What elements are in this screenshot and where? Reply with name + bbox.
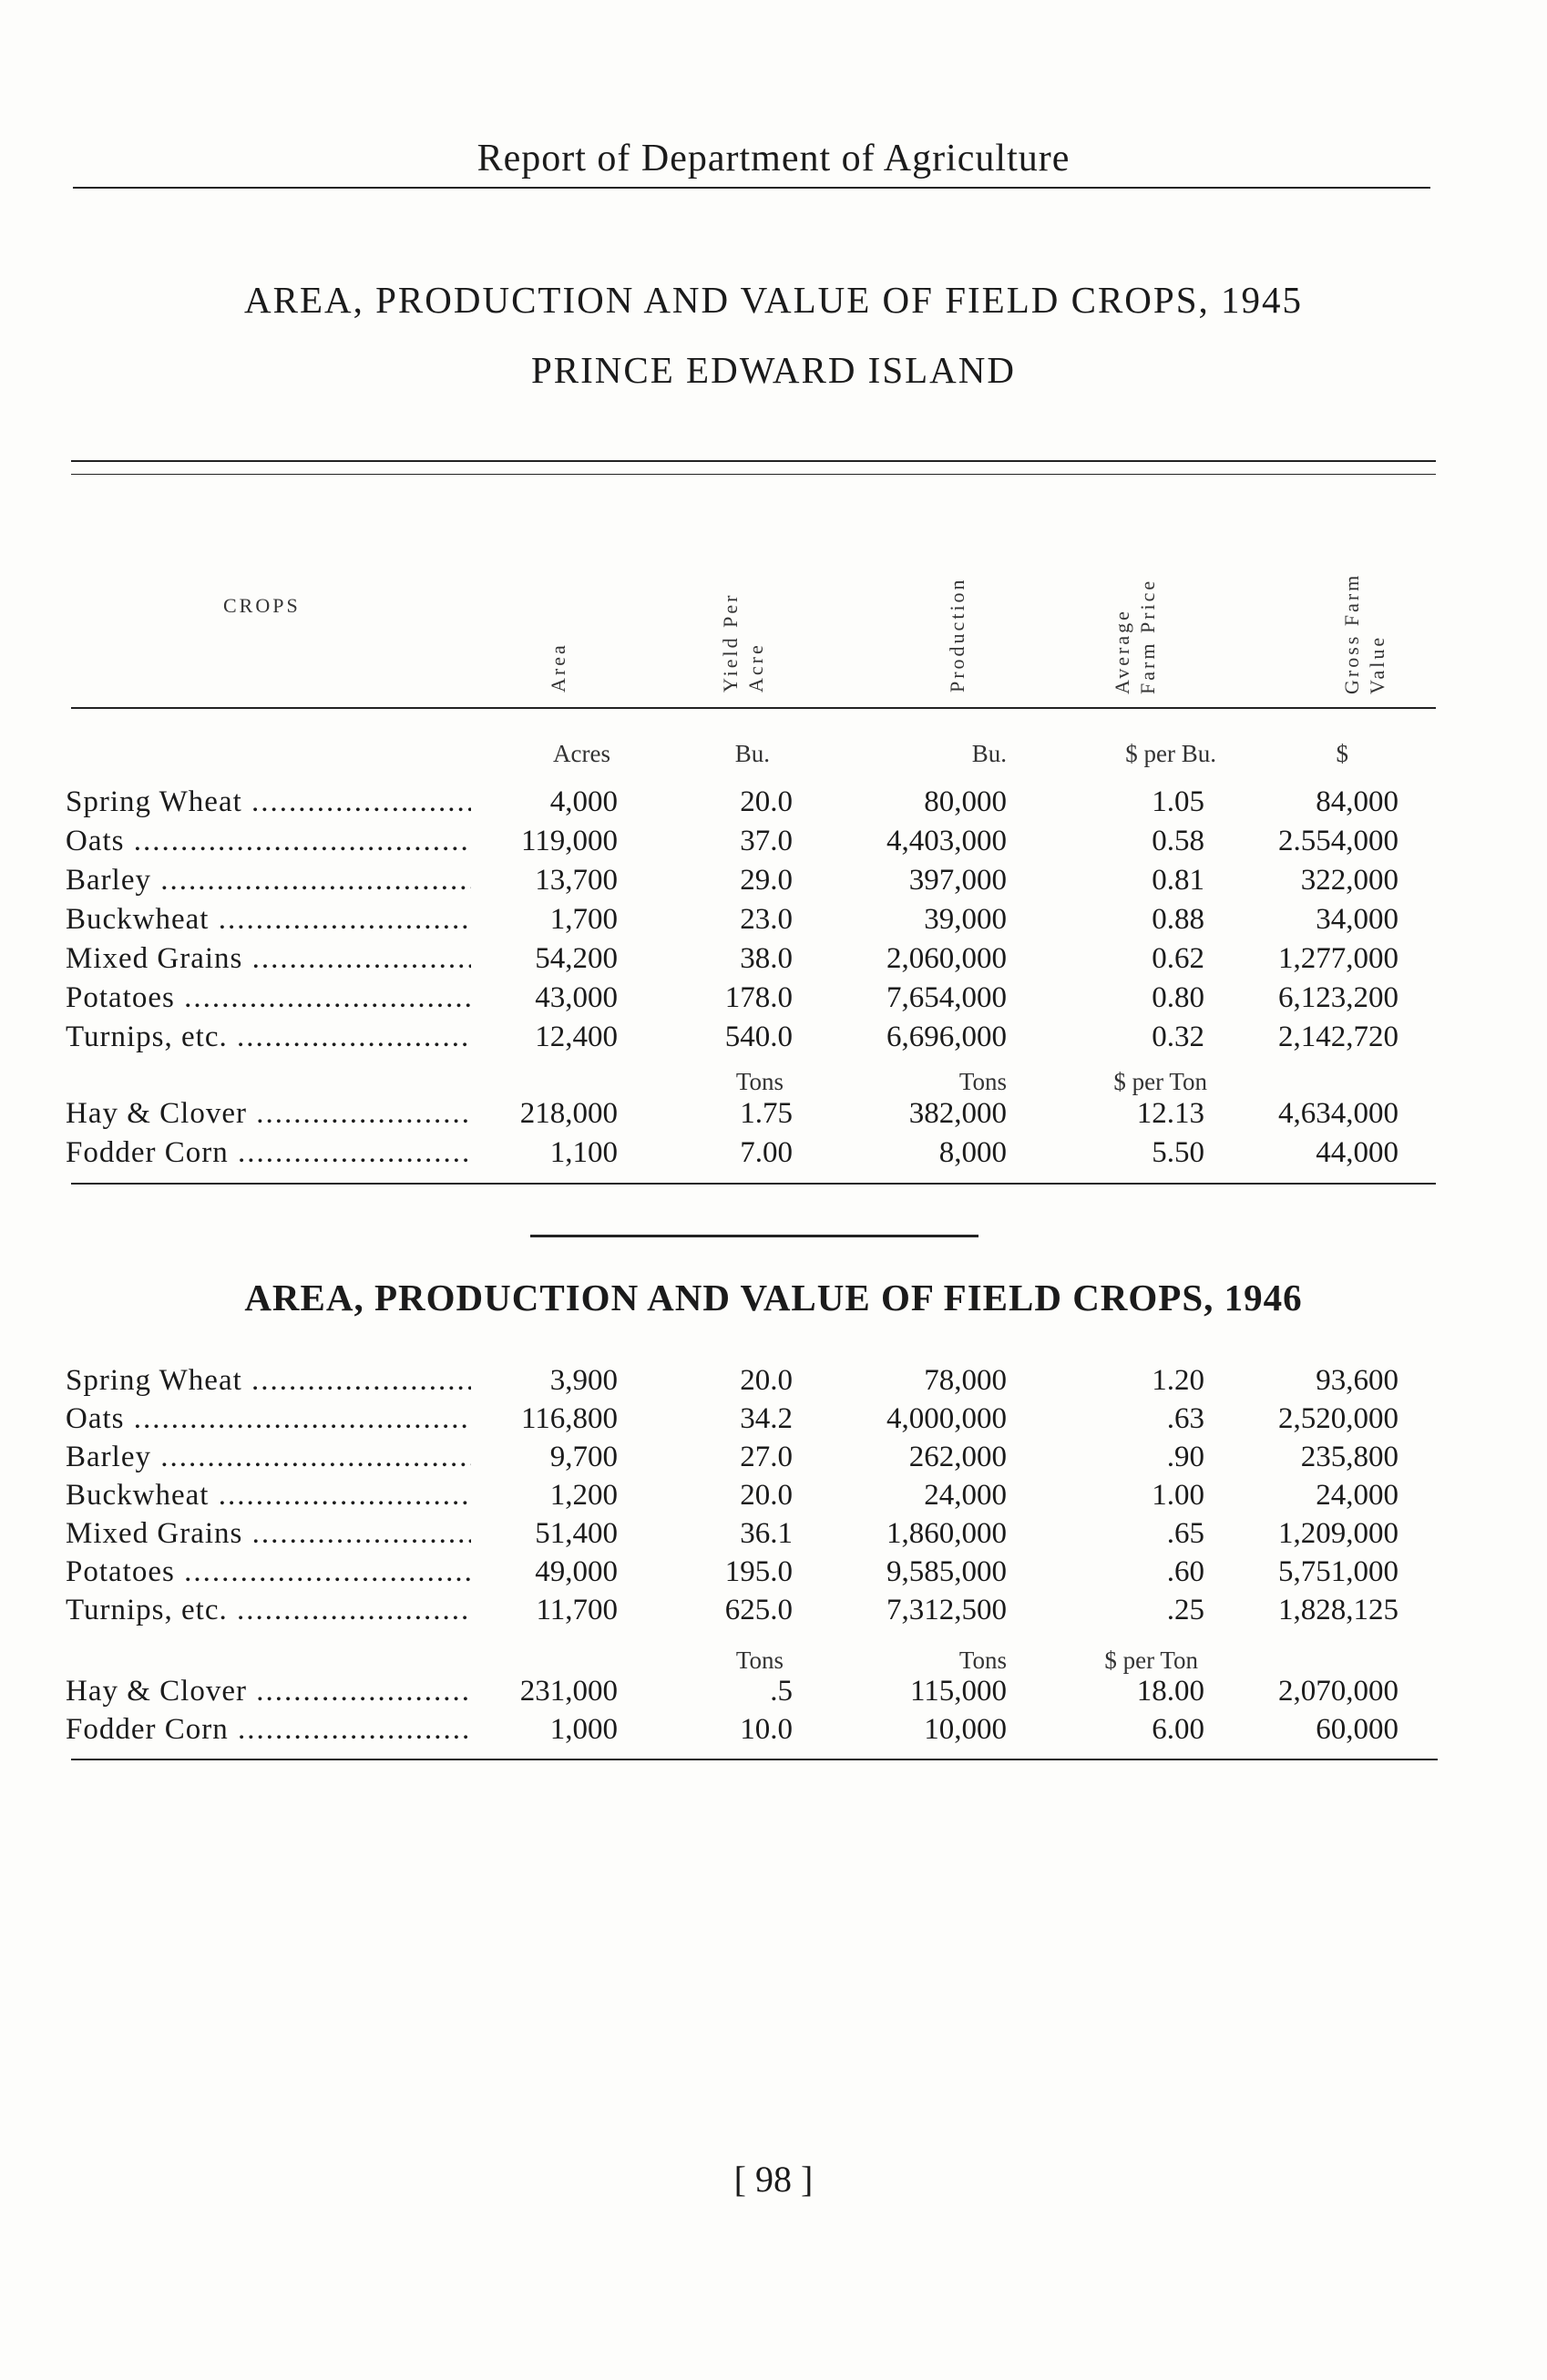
table2-title: AREA, PRODUCTION AND VALUE OF FIELD CROPS, 1946 [244, 1277, 1303, 1318]
crop-name: Buckwheat ..... [66, 903, 471, 937]
cell-price: 0.62 [1152, 942, 1204, 975]
cell-production: 7,654,000 [886, 981, 1007, 1014]
crop-name: Mixed Grains ..... [66, 942, 471, 976]
table-row [66, 864, 1414, 900]
cell-price: 0.88 [1152, 903, 1204, 936]
unit-dollar-per-bu: $ per Bu. [1125, 740, 1216, 767]
table-row [66, 1555, 1414, 1592]
table-row [66, 1402, 1414, 1439]
cell-price: 18.00 [1136, 1675, 1204, 1708]
cell-value: 235,800 [1300, 1441, 1398, 1473]
cell-price: 0.80 [1152, 981, 1204, 1014]
crop-name: Buckwheat ..... [66, 1479, 471, 1513]
unit-bu-yield: Bu. [734, 740, 770, 767]
cell-price: .63 [1166, 1402, 1204, 1435]
table1-title: AREA, PRODUCTION AND VALUE OF FIELD CROPS, 1945 [243, 279, 1304, 321]
unit-dollar: $ [1336, 740, 1348, 767]
crop-name: Hay & Clover ..... [66, 1097, 471, 1131]
unit2-dollar-per-ton: $ per Ton [1104, 1647, 1198, 1674]
cell-value: 34,000 [1316, 903, 1398, 936]
cell-value: 1,277,000 [1278, 942, 1398, 975]
table1-top-rule-2 [71, 474, 1436, 475]
cell-value: 4,634,000 [1278, 1097, 1398, 1130]
table-row [66, 1136, 1414, 1173]
crop-name: Oats ..... [66, 825, 471, 858]
cell-value: 93,600 [1316, 1364, 1398, 1397]
table-row [66, 1479, 1414, 1515]
cell-production: 9,585,000 [886, 1555, 1007, 1588]
unit-tons-yield: Tons [735, 1068, 784, 1095]
cell-yield: 7.00 [740, 1136, 793, 1169]
cell-area: 12,400 [535, 1021, 618, 1053]
cell-value: 24,000 [1316, 1479, 1398, 1512]
cell-value: 1,209,000 [1278, 1517, 1398, 1550]
cell-production: 4,000,000 [886, 1402, 1007, 1435]
cell-production: 262,000 [908, 1441, 1007, 1473]
cell-value: 2.554,000 [1278, 825, 1398, 857]
cell-yield: 38.0 [740, 942, 793, 975]
cell-price: 0.58 [1152, 825, 1204, 857]
cell-production: 2,060,000 [886, 942, 1007, 975]
table-row [66, 1097, 1414, 1134]
cell-area: 116,800 [520, 1402, 618, 1435]
cell-production: 39,000 [924, 903, 1007, 936]
cell-production: 80,000 [924, 785, 1007, 818]
cell-yield: 20.0 [740, 1479, 793, 1512]
cell-yield: 36.1 [740, 1517, 793, 1550]
crop-name: Spring Wheat ..... [66, 1364, 471, 1398]
col-head-price: Average Farm Price [1111, 578, 1159, 694]
crop-name: Fodder Corn ..... [66, 1136, 471, 1170]
cell-yield: 27.0 [740, 1441, 793, 1473]
cell-production: 4,403,000 [886, 825, 1007, 857]
cell-price: 1.20 [1152, 1364, 1204, 1397]
table-row [66, 825, 1414, 861]
cell-yield: .5 [770, 1675, 793, 1708]
table-row [66, 1594, 1414, 1630]
cell-yield: 195.0 [724, 1555, 793, 1588]
cell-price: 0.81 [1152, 864, 1204, 897]
cell-production: 115,000 [909, 1675, 1007, 1708]
cell-production: 10,000 [924, 1713, 1007, 1746]
col-head-area: Area [547, 642, 569, 692]
head-rule [73, 187, 1430, 189]
table-row [66, 1713, 1414, 1749]
cell-value: 44,000 [1316, 1136, 1398, 1169]
cell-area: 1,700 [549, 903, 618, 936]
cell-price: .60 [1166, 1555, 1204, 1588]
cell-value: 5,751,000 [1278, 1555, 1398, 1588]
crop-name: Barley ..... [66, 864, 471, 898]
unit2-tons-production: Tons [958, 1647, 1007, 1674]
crop-name: Fodder Corn ..... [66, 1713, 471, 1747]
crop-name: Potatoes ..... [66, 981, 471, 1015]
header-rule [71, 707, 1436, 709]
crop-name: Barley ..... [66, 1441, 471, 1474]
cell-value: 60,000 [1316, 1713, 1398, 1746]
cell-area: 1,000 [549, 1713, 618, 1746]
table1-subtitle: PRINCE EDWARD ISLAND [531, 349, 1016, 391]
cell-price: 1.05 [1152, 785, 1204, 818]
cell-area: 231,000 [519, 1675, 618, 1708]
table-row [66, 903, 1414, 939]
crop-name: Turnips, etc. ..... [66, 1594, 471, 1627]
table-row [66, 1364, 1414, 1400]
cell-production: 7,312,500 [886, 1594, 1007, 1626]
crop-name: Spring Wheat ..... [66, 785, 471, 819]
cell-value: 2,520,000 [1278, 1402, 1398, 1435]
cell-area: 4,000 [549, 785, 618, 818]
cell-yield: 20.0 [740, 785, 793, 818]
col-head-production: Production [946, 577, 968, 692]
unit2-tons-yield: Tons [735, 1647, 784, 1674]
cell-price: 5.50 [1152, 1136, 1204, 1169]
cell-production: 1,860,000 [886, 1517, 1007, 1550]
cell-area: 119,000 [520, 825, 618, 857]
cell-area: 9,700 [549, 1441, 618, 1473]
cell-yield: 10.0 [740, 1713, 793, 1746]
cell-yield: 20.0 [740, 1364, 793, 1397]
cell-yield: 34.2 [740, 1402, 793, 1435]
cell-value: 84,000 [1316, 785, 1398, 818]
cell-production: 397,000 [908, 864, 1007, 897]
cell-price: .65 [1166, 1517, 1204, 1550]
table1-top-rule [71, 460, 1436, 462]
table-row [66, 942, 1414, 979]
cell-area: 49,000 [535, 1555, 618, 1588]
table1-bottom-rule [71, 1183, 1436, 1185]
cell-price: 6.00 [1152, 1713, 1204, 1746]
cell-area: 43,000 [535, 981, 618, 1014]
cell-yield: 178.0 [724, 981, 793, 1014]
table2-bottom-rule [71, 1759, 1438, 1760]
col-head-value: Gross Farm Value [1340, 572, 1388, 694]
table-row [66, 1021, 1414, 1057]
cell-area: 1,200 [549, 1479, 618, 1512]
crop-name: Mixed Grains ..... [66, 1517, 471, 1551]
crop-name: Hay & Clover ..... [66, 1675, 471, 1708]
crop-name: Turnips, etc. ..... [66, 1021, 471, 1054]
cell-production: 8,000 [938, 1136, 1007, 1169]
cell-yield: 625.0 [724, 1594, 793, 1626]
crop-name: Potatoes ..... [66, 1555, 471, 1589]
cell-area: 11,700 [536, 1594, 618, 1626]
col-head-crops: CROPS [223, 594, 301, 617]
crop-name: Oats ..... [66, 1402, 471, 1436]
table-row [66, 981, 1414, 1018]
col-head-yield: Yield Per Acre [719, 592, 767, 692]
cell-yield: 37.0 [740, 825, 793, 857]
cell-price: .25 [1166, 1594, 1204, 1626]
cell-yield: 540.0 [724, 1021, 793, 1053]
cell-price: 1.00 [1152, 1479, 1204, 1512]
cell-production: 24,000 [924, 1479, 1007, 1512]
cell-yield: 29.0 [740, 864, 793, 897]
table-row [66, 1441, 1414, 1477]
cell-price: 12.13 [1136, 1097, 1204, 1130]
cell-value: 2,070,000 [1278, 1675, 1398, 1708]
cell-value: 2,142,720 [1278, 1021, 1398, 1053]
cell-value: 6,123,200 [1278, 981, 1398, 1014]
cell-value: 322,000 [1300, 864, 1398, 897]
cell-price: 0.32 [1152, 1021, 1204, 1053]
cell-production: 382,000 [908, 1097, 1007, 1130]
running-head: Report of Department of Agriculture [476, 138, 1071, 180]
table-row [66, 1517, 1414, 1554]
cell-production: 78,000 [924, 1364, 1007, 1397]
unit-acres: Acres [553, 740, 610, 767]
cell-area: 3,900 [549, 1364, 618, 1397]
page-number: [ 98 ] [733, 2159, 814, 2200]
cell-area: 54,200 [535, 942, 618, 975]
cell-area: 1,100 [549, 1136, 618, 1169]
unit-tons-production: Tons [958, 1068, 1007, 1095]
table-row [66, 785, 1414, 822]
table-row [66, 1675, 1414, 1711]
cell-price: .90 [1166, 1441, 1204, 1473]
unit-bu-production: Bu. [971, 740, 1007, 767]
cell-yield: 1.75 [740, 1097, 793, 1130]
cell-area: 218,000 [519, 1097, 618, 1130]
cell-production: 6,696,000 [886, 1021, 1007, 1053]
cell-value: 1,828,125 [1278, 1594, 1398, 1626]
unit-dollar-per-ton: $ per Ton [1113, 1068, 1207, 1095]
cell-yield: 23.0 [740, 903, 793, 936]
cell-area: 13,700 [535, 864, 618, 897]
cell-area: 51,400 [535, 1517, 618, 1550]
section-separator [530, 1235, 978, 1237]
